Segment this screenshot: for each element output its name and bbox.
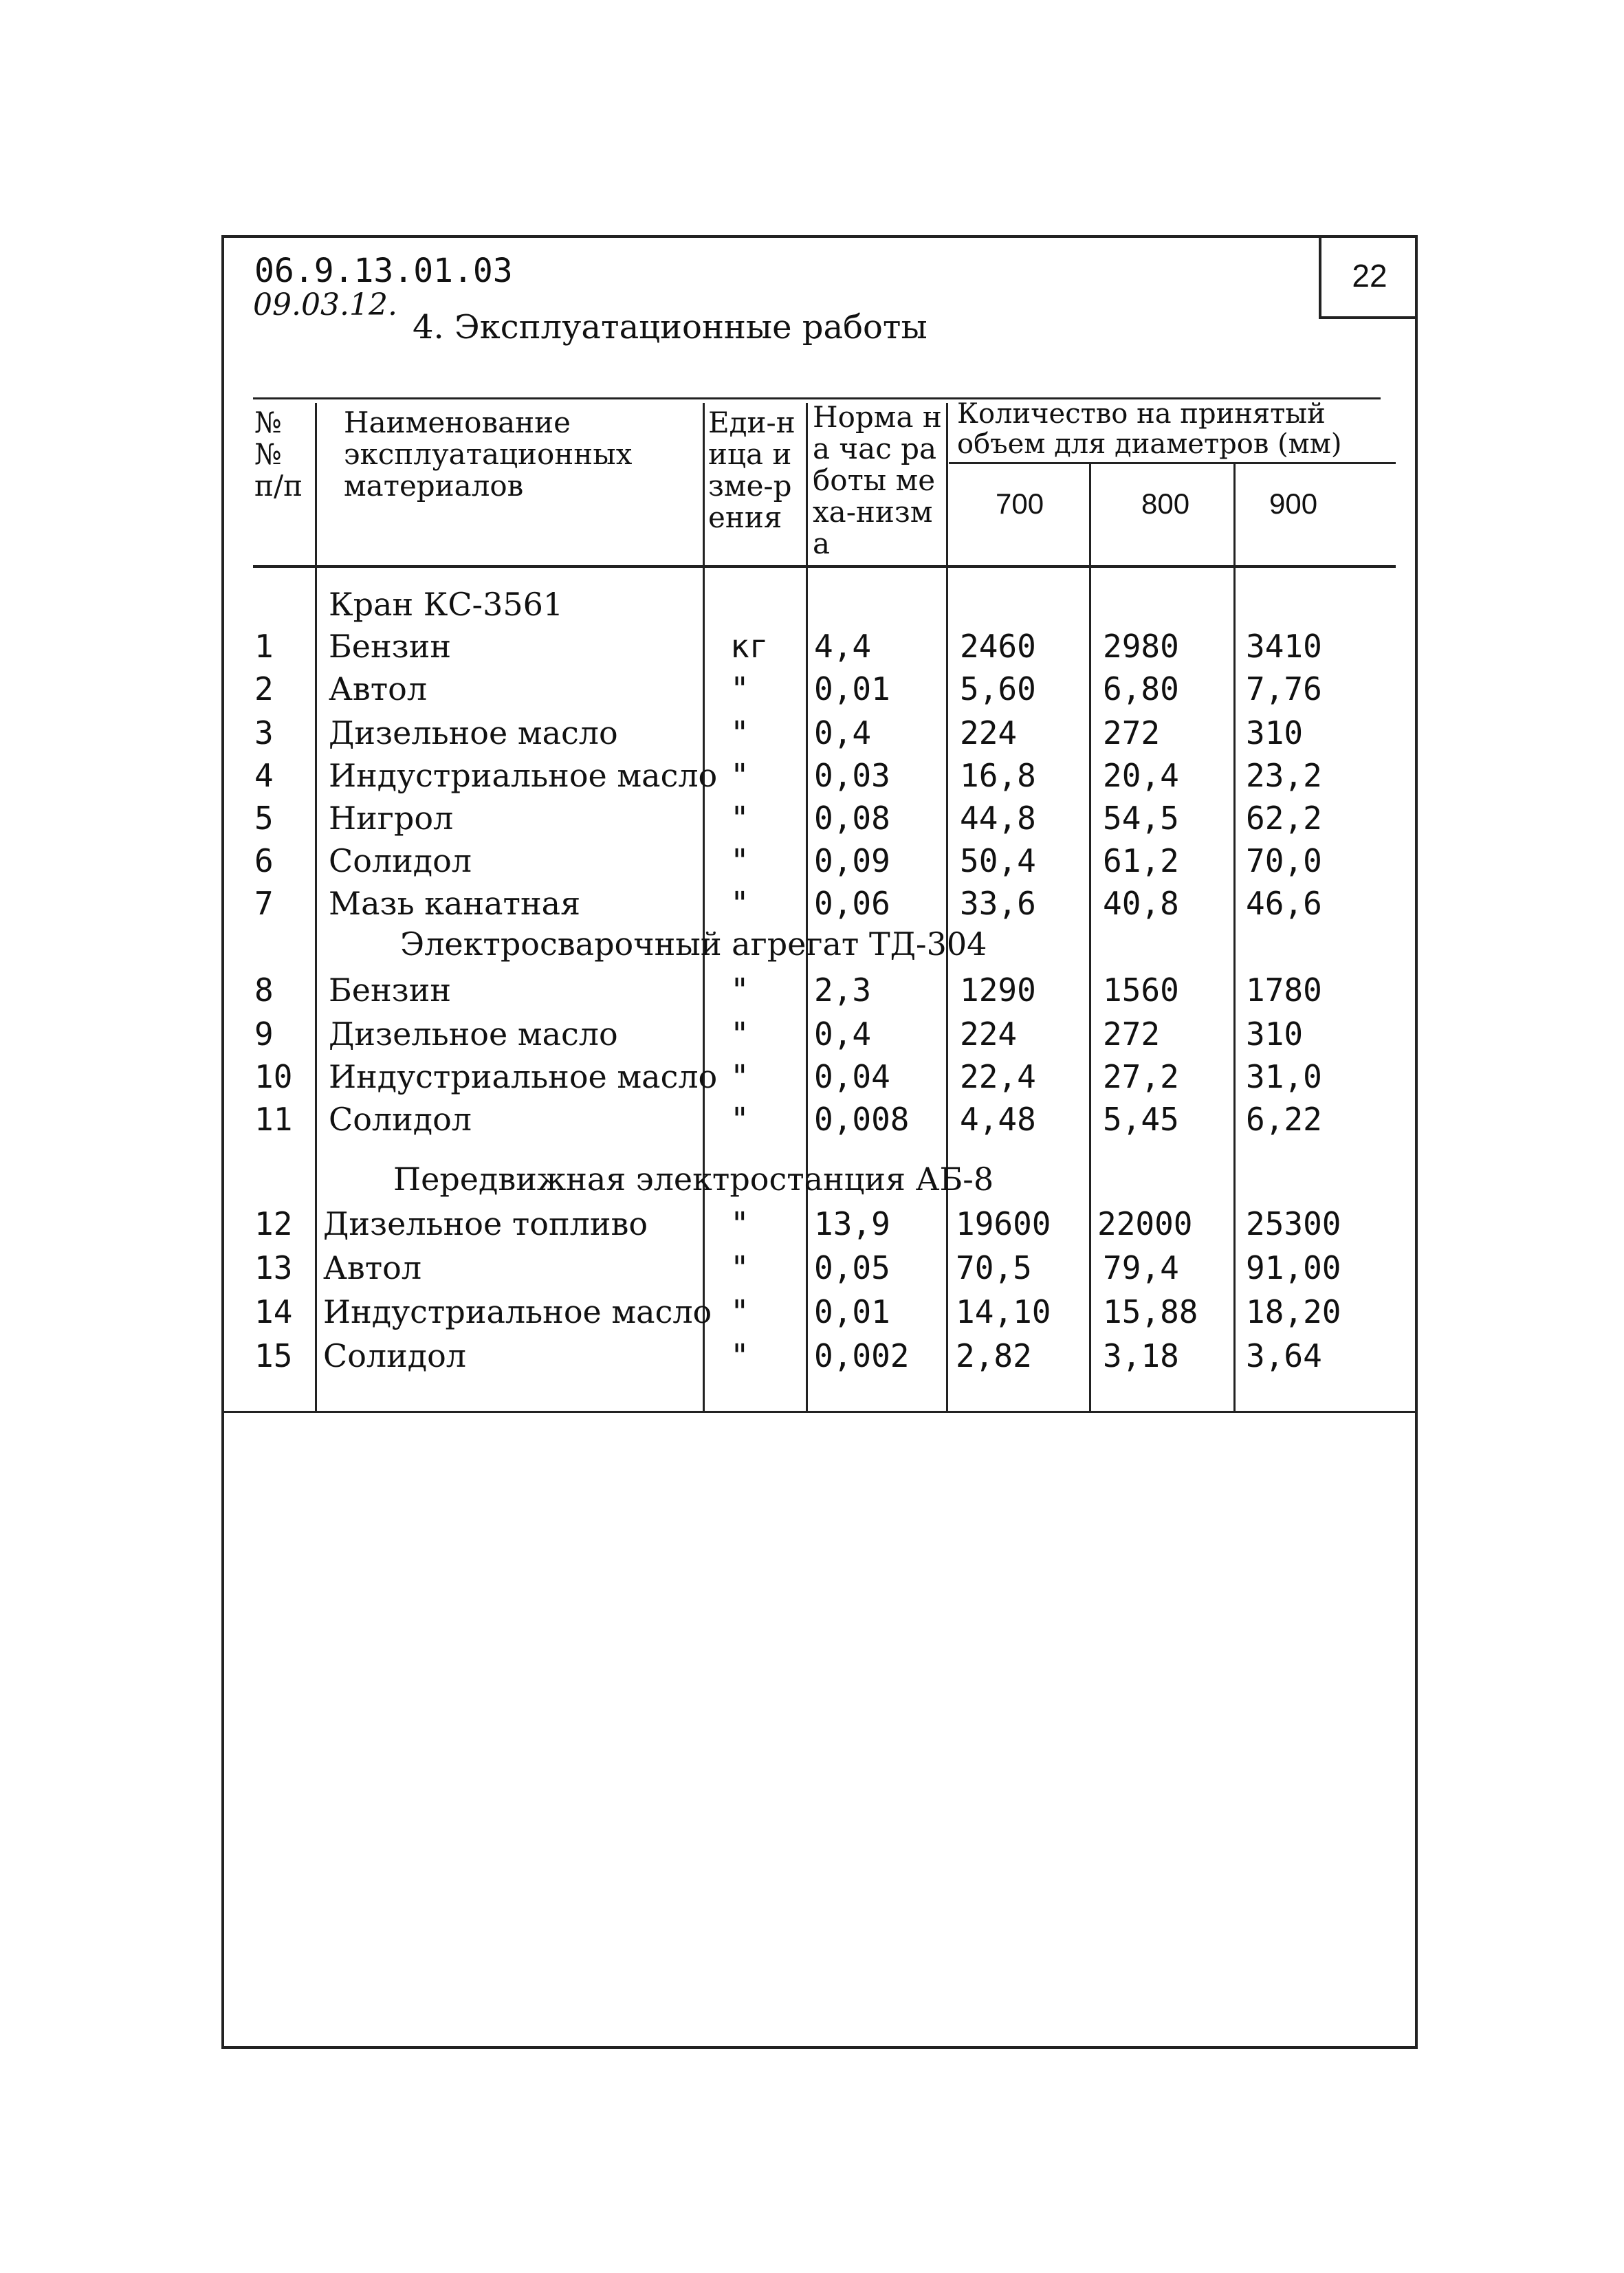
col-divider-unit bbox=[806, 403, 808, 1411]
row-v700: 5,60 bbox=[960, 670, 1036, 707]
row-unit: кг bbox=[730, 628, 769, 665]
row-norm: 0,04 bbox=[814, 1058, 890, 1095]
row-norm: 0,4 bbox=[814, 1015, 872, 1053]
row-num: 11 bbox=[254, 1101, 293, 1138]
row-v700: 70,5 bbox=[956, 1249, 1032, 1286]
row-v700: 50,4 bbox=[960, 842, 1036, 879]
row-name: Индустриальное масло bbox=[329, 1058, 718, 1095]
header-d800: 800 bbox=[1141, 487, 1190, 520]
row-v900: 62,2 bbox=[1246, 800, 1322, 837]
row-unit: " bbox=[730, 1337, 749, 1374]
row-unit: " bbox=[730, 971, 749, 1009]
row-v900: 3,64 bbox=[1246, 1337, 1322, 1374]
row-norm: 4,4 bbox=[814, 628, 872, 665]
row-name: Мазь канатная bbox=[329, 885, 581, 922]
row-v700: 14,10 bbox=[956, 1293, 1051, 1330]
row-v800: 272 bbox=[1103, 1015, 1161, 1053]
row-v700: 33,6 bbox=[960, 885, 1036, 922]
row-norm: 0,01 bbox=[814, 1293, 890, 1330]
header-num: № № п/п bbox=[254, 406, 303, 503]
row-num: 3 bbox=[254, 714, 274, 751]
row-v800: 40,8 bbox=[1103, 885, 1179, 922]
row-unit: " bbox=[730, 1058, 749, 1095]
row-v800: 20,4 bbox=[1103, 757, 1179, 794]
row-unit: " bbox=[730, 842, 749, 879]
row-num: 2 bbox=[254, 670, 274, 707]
row-name: Автол bbox=[323, 1249, 422, 1286]
row-v700: 224 bbox=[960, 1015, 1018, 1053]
group-title: Передвижная электростанция АБ-8 bbox=[393, 1161, 994, 1198]
row-name: Дизельное масло bbox=[329, 714, 618, 751]
row-num: 10 bbox=[254, 1058, 293, 1095]
row-v900: 46,6 bbox=[1246, 885, 1322, 922]
row-v700: 1290 bbox=[960, 971, 1036, 1009]
row-v900: 91,00 bbox=[1246, 1249, 1341, 1286]
header-d900: 900 bbox=[1269, 487, 1318, 520]
row-v900: 310 bbox=[1246, 714, 1304, 751]
row-v700: 4,48 bbox=[960, 1101, 1036, 1138]
row-num: 8 bbox=[254, 971, 274, 1009]
row-v700: 16,8 bbox=[960, 757, 1036, 794]
header-name: Наименование эксплуатационных материалов bbox=[344, 406, 633, 503]
row-v900: 70,0 bbox=[1246, 842, 1322, 879]
header-qty: Количество на принятый объем для диаметров (мм) bbox=[957, 398, 1342, 460]
row-v800: 272 bbox=[1103, 714, 1161, 751]
row-name: Индустриальное масло bbox=[323, 1293, 712, 1330]
row-v700: 44,8 bbox=[960, 800, 1036, 837]
row-norm: 0,08 bbox=[814, 800, 890, 837]
row-unit: " bbox=[730, 1015, 749, 1053]
row-name: Бензин bbox=[329, 628, 452, 665]
row-name: Солидол bbox=[329, 1101, 472, 1138]
row-v900: 23,2 bbox=[1246, 757, 1322, 794]
row-unit: " bbox=[730, 670, 749, 707]
row-norm: 0,05 bbox=[814, 1249, 890, 1286]
row-unit: " bbox=[730, 1205, 749, 1242]
row-name: Автол bbox=[329, 670, 428, 707]
row-norm: 2,3 bbox=[814, 971, 872, 1009]
header-norm: Норма на час работы меха-низма bbox=[813, 400, 942, 560]
handwritten-note: 09.03.12. bbox=[253, 287, 397, 322]
table-bottom-line bbox=[224, 1411, 1418, 1413]
row-num: 5 bbox=[254, 800, 274, 837]
row-name: Бензин bbox=[329, 971, 452, 1009]
row-num: 6 bbox=[254, 842, 274, 879]
row-unit: " bbox=[730, 1101, 749, 1138]
row-v700: 224 bbox=[960, 714, 1018, 751]
row-v800: 61,2 bbox=[1103, 842, 1179, 879]
row-v800: 1560 bbox=[1103, 971, 1179, 1009]
row-unit: " bbox=[730, 1293, 749, 1330]
row-v800: 22000 bbox=[1097, 1205, 1193, 1242]
row-v800: 6,80 bbox=[1103, 670, 1179, 707]
page-number: 22 bbox=[1319, 235, 1418, 319]
row-v800: 27,2 bbox=[1103, 1058, 1179, 1095]
row-norm: 13,9 bbox=[814, 1205, 890, 1242]
row-num: 13 bbox=[254, 1249, 293, 1286]
row-v900: 31,0 bbox=[1246, 1058, 1322, 1095]
row-v800: 2980 bbox=[1103, 628, 1179, 665]
row-norm: 0,002 bbox=[814, 1337, 910, 1374]
document-code: 06.9.13.01.03 bbox=[254, 252, 513, 290]
group-title: Электросварочный агрегат ТД-304 bbox=[400, 925, 987, 963]
row-v800: 3,18 bbox=[1103, 1337, 1179, 1374]
row-norm: 0,09 bbox=[814, 842, 890, 879]
row-num: 12 bbox=[254, 1205, 293, 1242]
row-v800: 79,4 bbox=[1103, 1249, 1179, 1286]
row-unit: " bbox=[730, 800, 749, 837]
row-name: Дизельное масло bbox=[329, 1015, 618, 1053]
row-num: 4 bbox=[254, 757, 274, 794]
row-v800: 15,88 bbox=[1103, 1293, 1198, 1330]
row-v900: 25300 bbox=[1246, 1205, 1341, 1242]
subheader-line bbox=[949, 462, 1396, 464]
row-norm: 0,01 bbox=[814, 670, 890, 707]
row-unit: " bbox=[730, 1249, 749, 1286]
row-norm: 0,4 bbox=[814, 714, 872, 751]
row-norm: 0,06 bbox=[814, 885, 890, 922]
row-name: Солидол bbox=[329, 842, 472, 879]
row-unit: " bbox=[730, 757, 749, 794]
row-v900: 310 bbox=[1246, 1015, 1304, 1053]
row-v700: 2460 bbox=[960, 628, 1036, 665]
row-v800: 54,5 bbox=[1103, 800, 1179, 837]
row-num: 15 bbox=[254, 1337, 293, 1374]
row-norm: 0,008 bbox=[814, 1101, 910, 1138]
group-title: Кран КС-3561 bbox=[329, 586, 564, 623]
row-v900: 6,22 bbox=[1246, 1101, 1322, 1138]
row-v800: 5,45 bbox=[1103, 1101, 1179, 1138]
row-num: 1 bbox=[254, 628, 274, 665]
row-v900: 18,20 bbox=[1246, 1293, 1341, 1330]
row-name: Индустриальное масло bbox=[329, 757, 718, 794]
row-num: 7 bbox=[254, 885, 274, 922]
header-d700: 700 bbox=[996, 487, 1044, 520]
row-name: Нигрол bbox=[329, 800, 454, 837]
row-num: 14 bbox=[254, 1293, 293, 1330]
col-divider-d1 bbox=[1089, 462, 1091, 1411]
col-divider-num bbox=[315, 403, 317, 1411]
row-v900: 1780 bbox=[1246, 971, 1322, 1009]
col-divider-name bbox=[703, 403, 705, 1411]
col-divider-d2 bbox=[1233, 462, 1236, 1411]
row-v700: 22,4 bbox=[960, 1058, 1036, 1095]
row-num: 9 bbox=[254, 1015, 274, 1053]
row-unit: " bbox=[730, 885, 749, 922]
row-v700: 19600 bbox=[956, 1205, 1051, 1242]
section-title: 4. Эксплуатационные работы bbox=[413, 308, 928, 347]
header-unit: Еди-ница изме-рения bbox=[708, 406, 795, 534]
row-unit: " bbox=[730, 714, 749, 751]
row-norm: 0,03 bbox=[814, 757, 890, 794]
col-divider-norm bbox=[946, 403, 948, 1411]
row-v900: 3410 bbox=[1246, 628, 1322, 665]
row-v900: 7,76 bbox=[1246, 670, 1322, 707]
row-name: Дизельное топливо bbox=[323, 1205, 648, 1242]
row-v700: 2,82 bbox=[956, 1337, 1032, 1374]
row-name: Солидол bbox=[323, 1337, 467, 1374]
header-bottom-line bbox=[253, 565, 1396, 568]
